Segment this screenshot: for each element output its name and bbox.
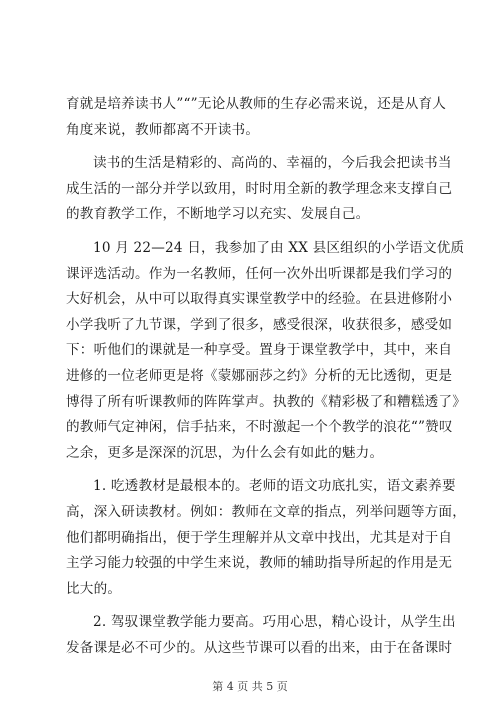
document-body bbox=[66, 92, 467, 669]
paragraph-line: 大好机会，从中可以取得真实课堂教学中的经验。在县进修附小 bbox=[66, 291, 453, 308]
paragraph-3 bbox=[66, 236, 467, 466]
page-footer: 第 4 页 共 5 页 bbox=[212, 680, 288, 693]
paragraph-line: 角度来说，教师都离不开读书。 bbox=[66, 121, 260, 138]
paragraph-line: 10 月 22—24 日，我参加了由 XX 县区组织的小学语文优质 bbox=[93, 239, 465, 256]
paragraph-line: 1. 吃透教材是最根本的。老师的语文功底扎实，语文素养要 bbox=[93, 478, 456, 495]
paragraph-line: 的教师气定神闲，信手拈来，不时激起一个个教学的浪花“”赞叹 bbox=[66, 419, 453, 436]
paragraph-line: 高，深入研读教材。例如：教师在文章的指点，列举问题等方面， bbox=[66, 503, 467, 520]
paragraph-line: 博得了所有听课教师的阵阵掌声。执教的《精彩极了和糟糕透了》 bbox=[66, 393, 467, 410]
paragraph-line: 课评选活动。作为一名教师，任何一次外出听课都是我们学习的 bbox=[66, 265, 453, 282]
paragraph-line: 小学我听了九节课，学到了很多，感受很深，收获很多，感受如 bbox=[66, 316, 453, 333]
paragraph-line: 进修的一位老师更是将《蒙娜丽莎之约》分析的无比透彻，更是 bbox=[66, 367, 453, 384]
paragraph-line: 他们都明确指出，便于学生理解并从文章中找出，尤其是对于自 bbox=[66, 529, 453, 546]
paragraph-line: 主学习能力较强的中学生来说，教师的辅助指导所起的作用是无 bbox=[66, 555, 453, 572]
paragraph-line: 之余，更多是深深的沉思，为什么会有如此的魅力。 bbox=[66, 444, 384, 461]
paragraph-2 bbox=[66, 151, 453, 228]
paragraph-line: 读书的生活是精彩的、高尚的、幸福的，今后我会把读书当 bbox=[93, 155, 452, 172]
paragraph-line: 的教育教学工作，不断地学习以充实、发展自己。 bbox=[66, 206, 370, 223]
paragraph-1 bbox=[66, 92, 447, 143]
paragraph-line: 下：听他们的课就是一种享受。置身于课堂教学中，其中，来自 bbox=[66, 342, 453, 359]
paragraph-line: 育就是培养读书人”“”无论从教师的生存必需来说，还是从育人 bbox=[66, 96, 447, 112]
paragraph-line: 比大的。 bbox=[66, 580, 122, 597]
paragraph-line: 成生活的一部分并学以致用，时时用全新的教学理念来支撑自己 bbox=[66, 180, 453, 197]
paragraph-line: 发备课是必不可少的。从这些节课可以看的出来，由于在备课时 bbox=[66, 639, 453, 656]
paragraph-4 bbox=[66, 474, 467, 602]
paragraph-5 bbox=[66, 610, 456, 661]
paragraph-line: 2. 驾驭课堂教学能力要高。巧用心思，精心设计，从学生出 bbox=[93, 614, 456, 631]
